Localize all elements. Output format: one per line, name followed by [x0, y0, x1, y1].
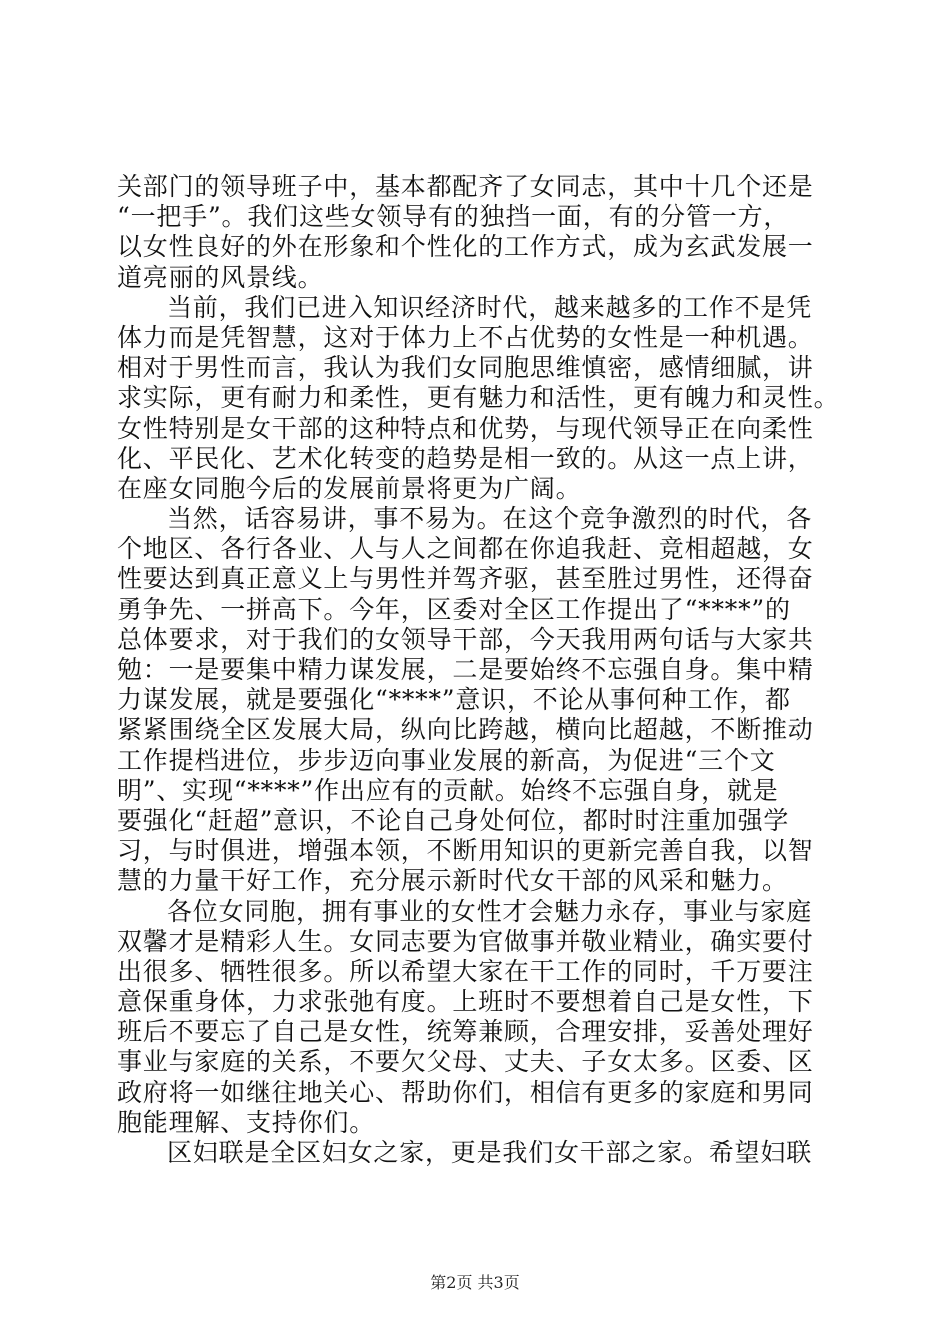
text-line: 勉：一是要集中精力谋发展，二是要始终不忘强自身。集中精 — [117, 655, 814, 684]
text-line: 慧的力量干好工作，充分展示新时代女干部的风采和魅力。 — [117, 866, 788, 896]
text-line: 事业与家庭的关系，不要欠父母、丈夫、子女太多。区委、区 — [117, 1047, 814, 1077]
text-line: 各位女同胞，拥有事业的女性才会魅力永存，事业与家庭 — [167, 896, 813, 926]
text-line: 体力而是凭智慧，这对于体力上不占优势的女性是一种机遇。 — [117, 322, 814, 352]
text-line: 紧紧围绕全区发展大局，纵向比跨越，横向比超越，不断推动 — [117, 715, 814, 745]
text-line: 个地区、各行各业、人与人之间都在你追我赶、竞相超越，女 — [117, 534, 814, 564]
text-line: 化、平民化、艺术化转变的趋势是相一致的。从这一点上讲， — [117, 443, 814, 473]
text-line: 出很多、牺牲很多。所以希望大家在干工作的同时，千万要注 — [117, 956, 814, 986]
text-line: 力谋发展，就是要强化“****”意识，不论从事何种工作，都 — [117, 685, 791, 715]
text-line: 性要达到真正意义上与男性并驾齐驱，甚至胜过男性，还得奋 — [117, 564, 814, 594]
text-line: 双馨才是精彩人生。女同志要为官做事并敬业精业，确实要付 — [117, 926, 814, 956]
text-line: 当前，我们已进入知识经济时代，越来越多的工作不是凭 — [167, 292, 813, 322]
text-line: 工作提档进位，步步迈向事业发展的新高，为促进“三个文 — [117, 745, 776, 775]
page-footer: 第2页 共3页 — [430, 1273, 520, 1292]
text-line: 总体要求，对于我们的女领导干部，今天我用两句话与大家共 — [117, 624, 814, 654]
text-line: 以女性良好的外在形象和个性化的工作方式，成为玄武发展一 — [117, 232, 814, 262]
text-line: 求实际，更有耐力和柔性，更有魅力和活性，更有魄力和灵性。 — [117, 383, 840, 413]
text-line: 明”、实现“****”作出应有的贡献。始终不忘强自身，就是 — [117, 775, 779, 805]
text-line: 习，与时俱进，增强本领，不断用知识的更新完善自我，以智 — [117, 836, 814, 866]
text-line: 当然，话容易讲，事不易为。在这个竞争激烈的时代，各 — [167, 504, 813, 534]
text-line: 勇争先、一拼高下。今年，区委对全区工作提出了“****”的 — [117, 594, 791, 624]
text-line: 政府将一如继往地关心、帮助你们，相信有更多的家庭和男同 — [117, 1077, 814, 1107]
text-line: 意保重身体，力求张弛有度。上班时不要想着自己是女性，下 — [117, 987, 814, 1017]
text-line: 相对于男性而言，我认为我们女同胞思维慎密，感情细腻，讲 — [117, 353, 814, 383]
text-line: “一把手”。我们这些女领导有的独挡一面，有的分管一方， — [117, 202, 790, 232]
text-line: 在座女同胞今后的发展前景将更为广阔。 — [117, 473, 582, 503]
text-line: 关部门的领导班子中，基本都配齐了女同志，其中十几个还是 — [117, 172, 814, 201]
text-line: 区妇联是全区妇女之家，更是我们女干部之家。希望妇联 — [167, 1138, 813, 1167]
text-line: 道亮丽的风景线。 — [117, 262, 324, 292]
document-body — [117, 172, 840, 1168]
text-line: 班后不要忘了自己是女性，统筹兼顾，合理安排，妥善处理好 — [117, 1017, 814, 1047]
text-line: 女性特别是女干部的这种特点和优势，与现代领导正在向柔性 — [117, 413, 814, 443]
text-line: 要强化“赶超”意识，不论自己身处何位，都时时注重加强学 — [117, 805, 790, 835]
text-line: 胞能理解、支持你们。 — [117, 1107, 376, 1137]
